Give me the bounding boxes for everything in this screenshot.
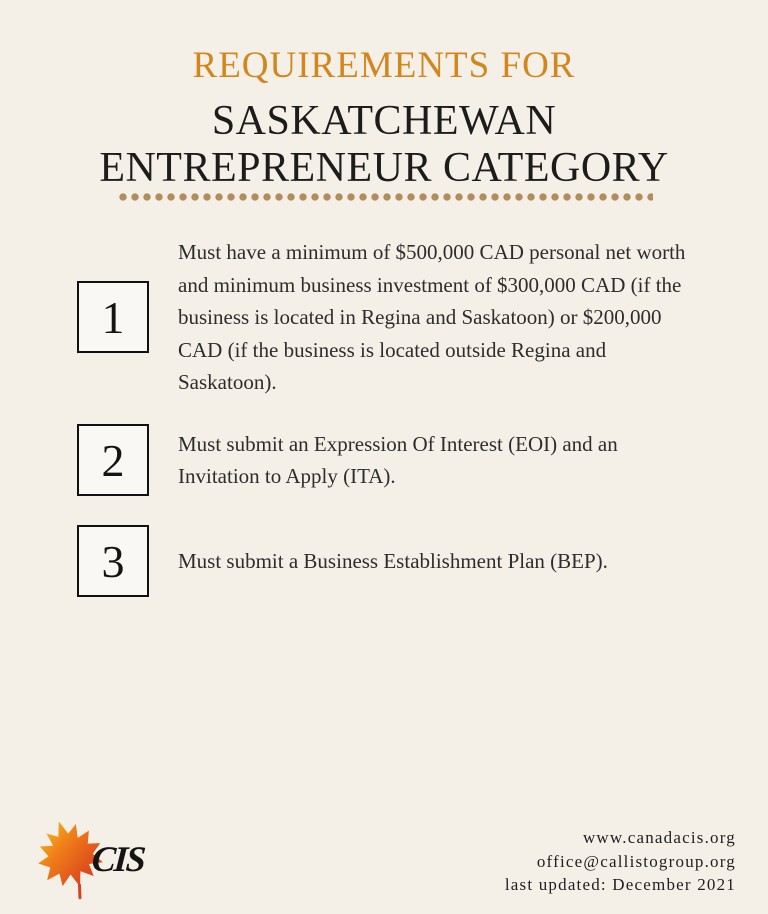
requirement-item-2 xyxy=(77,424,693,496)
footer-email: office@callistogroup.org xyxy=(536,851,736,871)
requirement-number: 2 xyxy=(101,434,125,486)
page-title-line1: SASKATCHEWAN xyxy=(211,98,557,144)
cis-logo-text: CIS xyxy=(90,839,146,879)
requirement-number-box xyxy=(77,424,149,496)
footer-last-updated: last updated: December 2021 xyxy=(504,875,736,894)
dotted-divider xyxy=(117,192,653,202)
requirement-number: 3 xyxy=(101,535,125,587)
footer-contact xyxy=(505,826,736,897)
requirement-text: Must have a minimum of $500,000 CAD personal net worth and minimum business investment of $300,000 CAD (if the business is located in Regina and Saskatoon) or $200,000 CAD (if the business is located outside Regina and Saskatoon). xyxy=(178,240,686,394)
footer-website: www.canadacis.org xyxy=(582,828,736,847)
eyebrow-title: REQUIREMENTS FOR xyxy=(192,45,576,86)
requirement-number-box xyxy=(77,281,149,353)
page-title-line2: ENTREPRENEUR CATEGORY xyxy=(99,145,669,192)
page-title xyxy=(0,98,768,192)
requirement-text: Must submit a Business Establishment Plan (BEP). xyxy=(178,548,608,573)
requirement-number-box xyxy=(77,525,149,597)
requirement-number: 1 xyxy=(101,291,125,343)
cis-logo xyxy=(28,816,178,902)
requirement-item-1 xyxy=(77,236,693,399)
requirement-text: Must submit an Expression Of Interest (EOI) and an Invitation to Apply (ITA). xyxy=(178,431,618,488)
requirement-item-3 xyxy=(77,525,693,597)
